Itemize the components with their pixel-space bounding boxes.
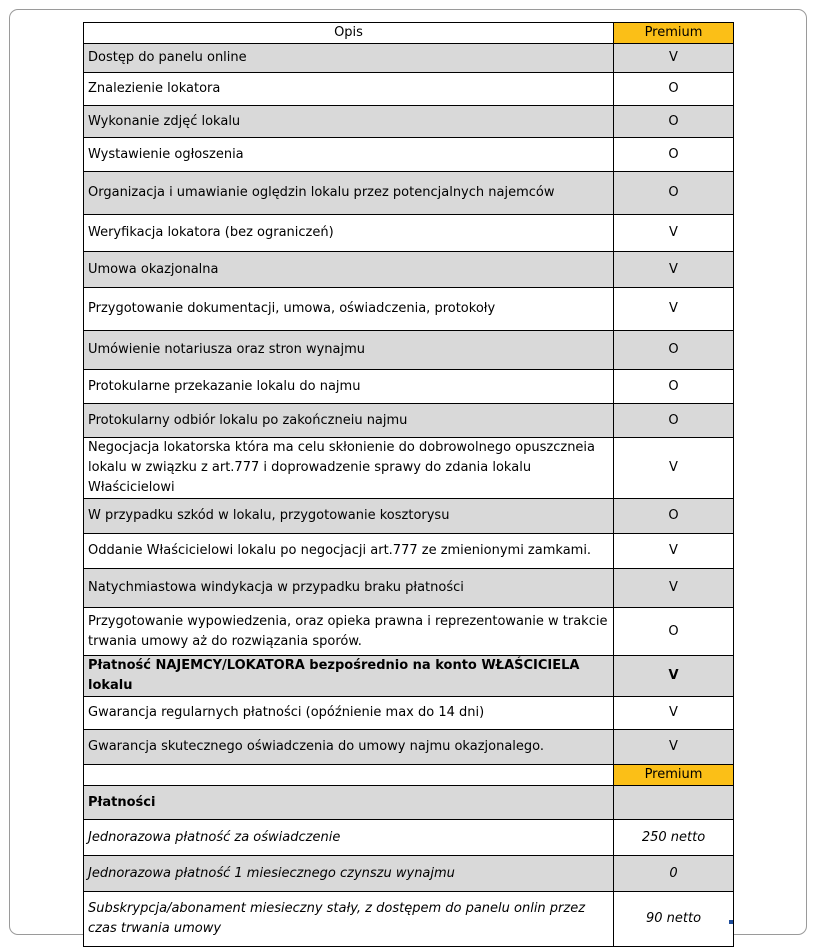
payment-label: Jednorazowa płatność 1 miesiecznego czynszu wynajmu (84, 856, 614, 892)
row-value: V (614, 569, 734, 608)
row-value: O (614, 172, 734, 215)
table-row (84, 172, 734, 215)
row-label: Dostęp do panelu online (84, 44, 614, 73)
table-row (84, 44, 734, 73)
table-row (84, 215, 734, 252)
selection-handle-icon (729, 920, 733, 924)
table-row (84, 892, 734, 947)
payment-value: 0 (614, 856, 734, 892)
row-value: V (614, 534, 734, 569)
table-row (84, 608, 734, 656)
row-label: Znalezienie lokatora (84, 73, 614, 106)
table-row (84, 534, 734, 569)
table-row (84, 252, 734, 288)
row-label: Przygotowanie wypowiedzenia, oraz opieka prawna i reprezentowanie w trakcie trwania umowy aż do rozwiązania sporów. (84, 608, 614, 656)
pricing-table (83, 22, 734, 947)
table-row (84, 697, 734, 730)
row-label: Gwarancja regularnych płatności (opóźnienie max do 14 dni) (84, 697, 614, 730)
row-label: Protokularny odbiór lokalu po zakończneiu najmu (84, 404, 614, 438)
row-value: O (614, 499, 734, 534)
row-label: Weryfikacja lokatora (bez ograniczeń) (84, 215, 614, 252)
row-label: Przygotowanie dokumentacji, umowa, oświadczenia, protokoły (84, 288, 614, 331)
table-row (84, 656, 734, 697)
row-value: O (614, 73, 734, 106)
payments-title: Płatności (84, 786, 614, 820)
row-label: Umowa okazjonalna (84, 252, 614, 288)
row-label: Organizacja i umawianie oględzin lokalu przez potencjalnych najemców (84, 172, 614, 215)
table-row (84, 106, 734, 138)
payment-label: Subskrypcja/abonament miesieczny stały, z dostępem do panelu onlin przez czas trwania umowy (84, 892, 614, 947)
table-row (84, 288, 734, 331)
payment-value: 250 netto (614, 820, 734, 856)
row-value: V (614, 215, 734, 252)
row-label: W przypadku szkód w lokalu, przygotowanie kosztorysu (84, 499, 614, 534)
row-label: Negocjacja lokatorska która ma celu skłonienie do dobrowolnego opuszczneia lokalu w związku z art.777 i doprowadzenie sprawy do zdania lokalu Właścicielowi (84, 438, 614, 499)
payments-header-blank (84, 765, 614, 786)
row-label: Wystawienie ogłoszenia (84, 138, 614, 172)
row-value: O (614, 608, 734, 656)
row-label: Płatność NAJEMCY/LOKATORA bezpośrednio na konto WŁAŚCICIELA lokalu (84, 656, 614, 697)
payments-title-value (614, 786, 734, 820)
payments-title-row (84, 786, 734, 820)
row-value: V (614, 656, 734, 697)
header-opis: Opis (84, 23, 614, 44)
row-value: O (614, 404, 734, 438)
table-row (84, 820, 734, 856)
row-label: Umówienie notariusza oraz stron wynajmu (84, 331, 614, 370)
row-label: Oddanie Właścicielowi lokalu po negocjacji art.777 ze zmienionymi zamkami. (84, 534, 614, 569)
header-premium: Premium (614, 23, 734, 44)
row-value: V (614, 288, 734, 331)
table-row (84, 569, 734, 608)
payment-value: 90 netto (614, 892, 734, 947)
table-row (84, 499, 734, 534)
table-row (84, 138, 734, 172)
row-value: O (614, 331, 734, 370)
table-row (84, 331, 734, 370)
table-row (84, 404, 734, 438)
row-value: O (614, 138, 734, 172)
table-row (84, 370, 734, 404)
row-value: V (614, 730, 734, 765)
table-row (84, 856, 734, 892)
row-label: Protokularne przekazanie lokalu do najmu (84, 370, 614, 404)
row-value: O (614, 106, 734, 138)
payment-label: Jednorazowa płatność za oświadczenie (84, 820, 614, 856)
row-label: Natychmiastowa windykacja w przypadku braku płatności (84, 569, 614, 608)
row-value: V (614, 697, 734, 730)
row-value: V (614, 44, 734, 73)
row-label: Gwarancja skutecznego oświadczenia do umowy najmu okazjonalego. (84, 730, 614, 765)
table-row (84, 730, 734, 765)
table-row (84, 438, 734, 499)
row-value: O (614, 370, 734, 404)
payments-header-premium: Premium (614, 765, 734, 786)
row-value: V (614, 438, 734, 499)
table-row (84, 73, 734, 106)
row-value: V (614, 252, 734, 288)
row-label: Wykonanie zdjęć lokalu (84, 106, 614, 138)
